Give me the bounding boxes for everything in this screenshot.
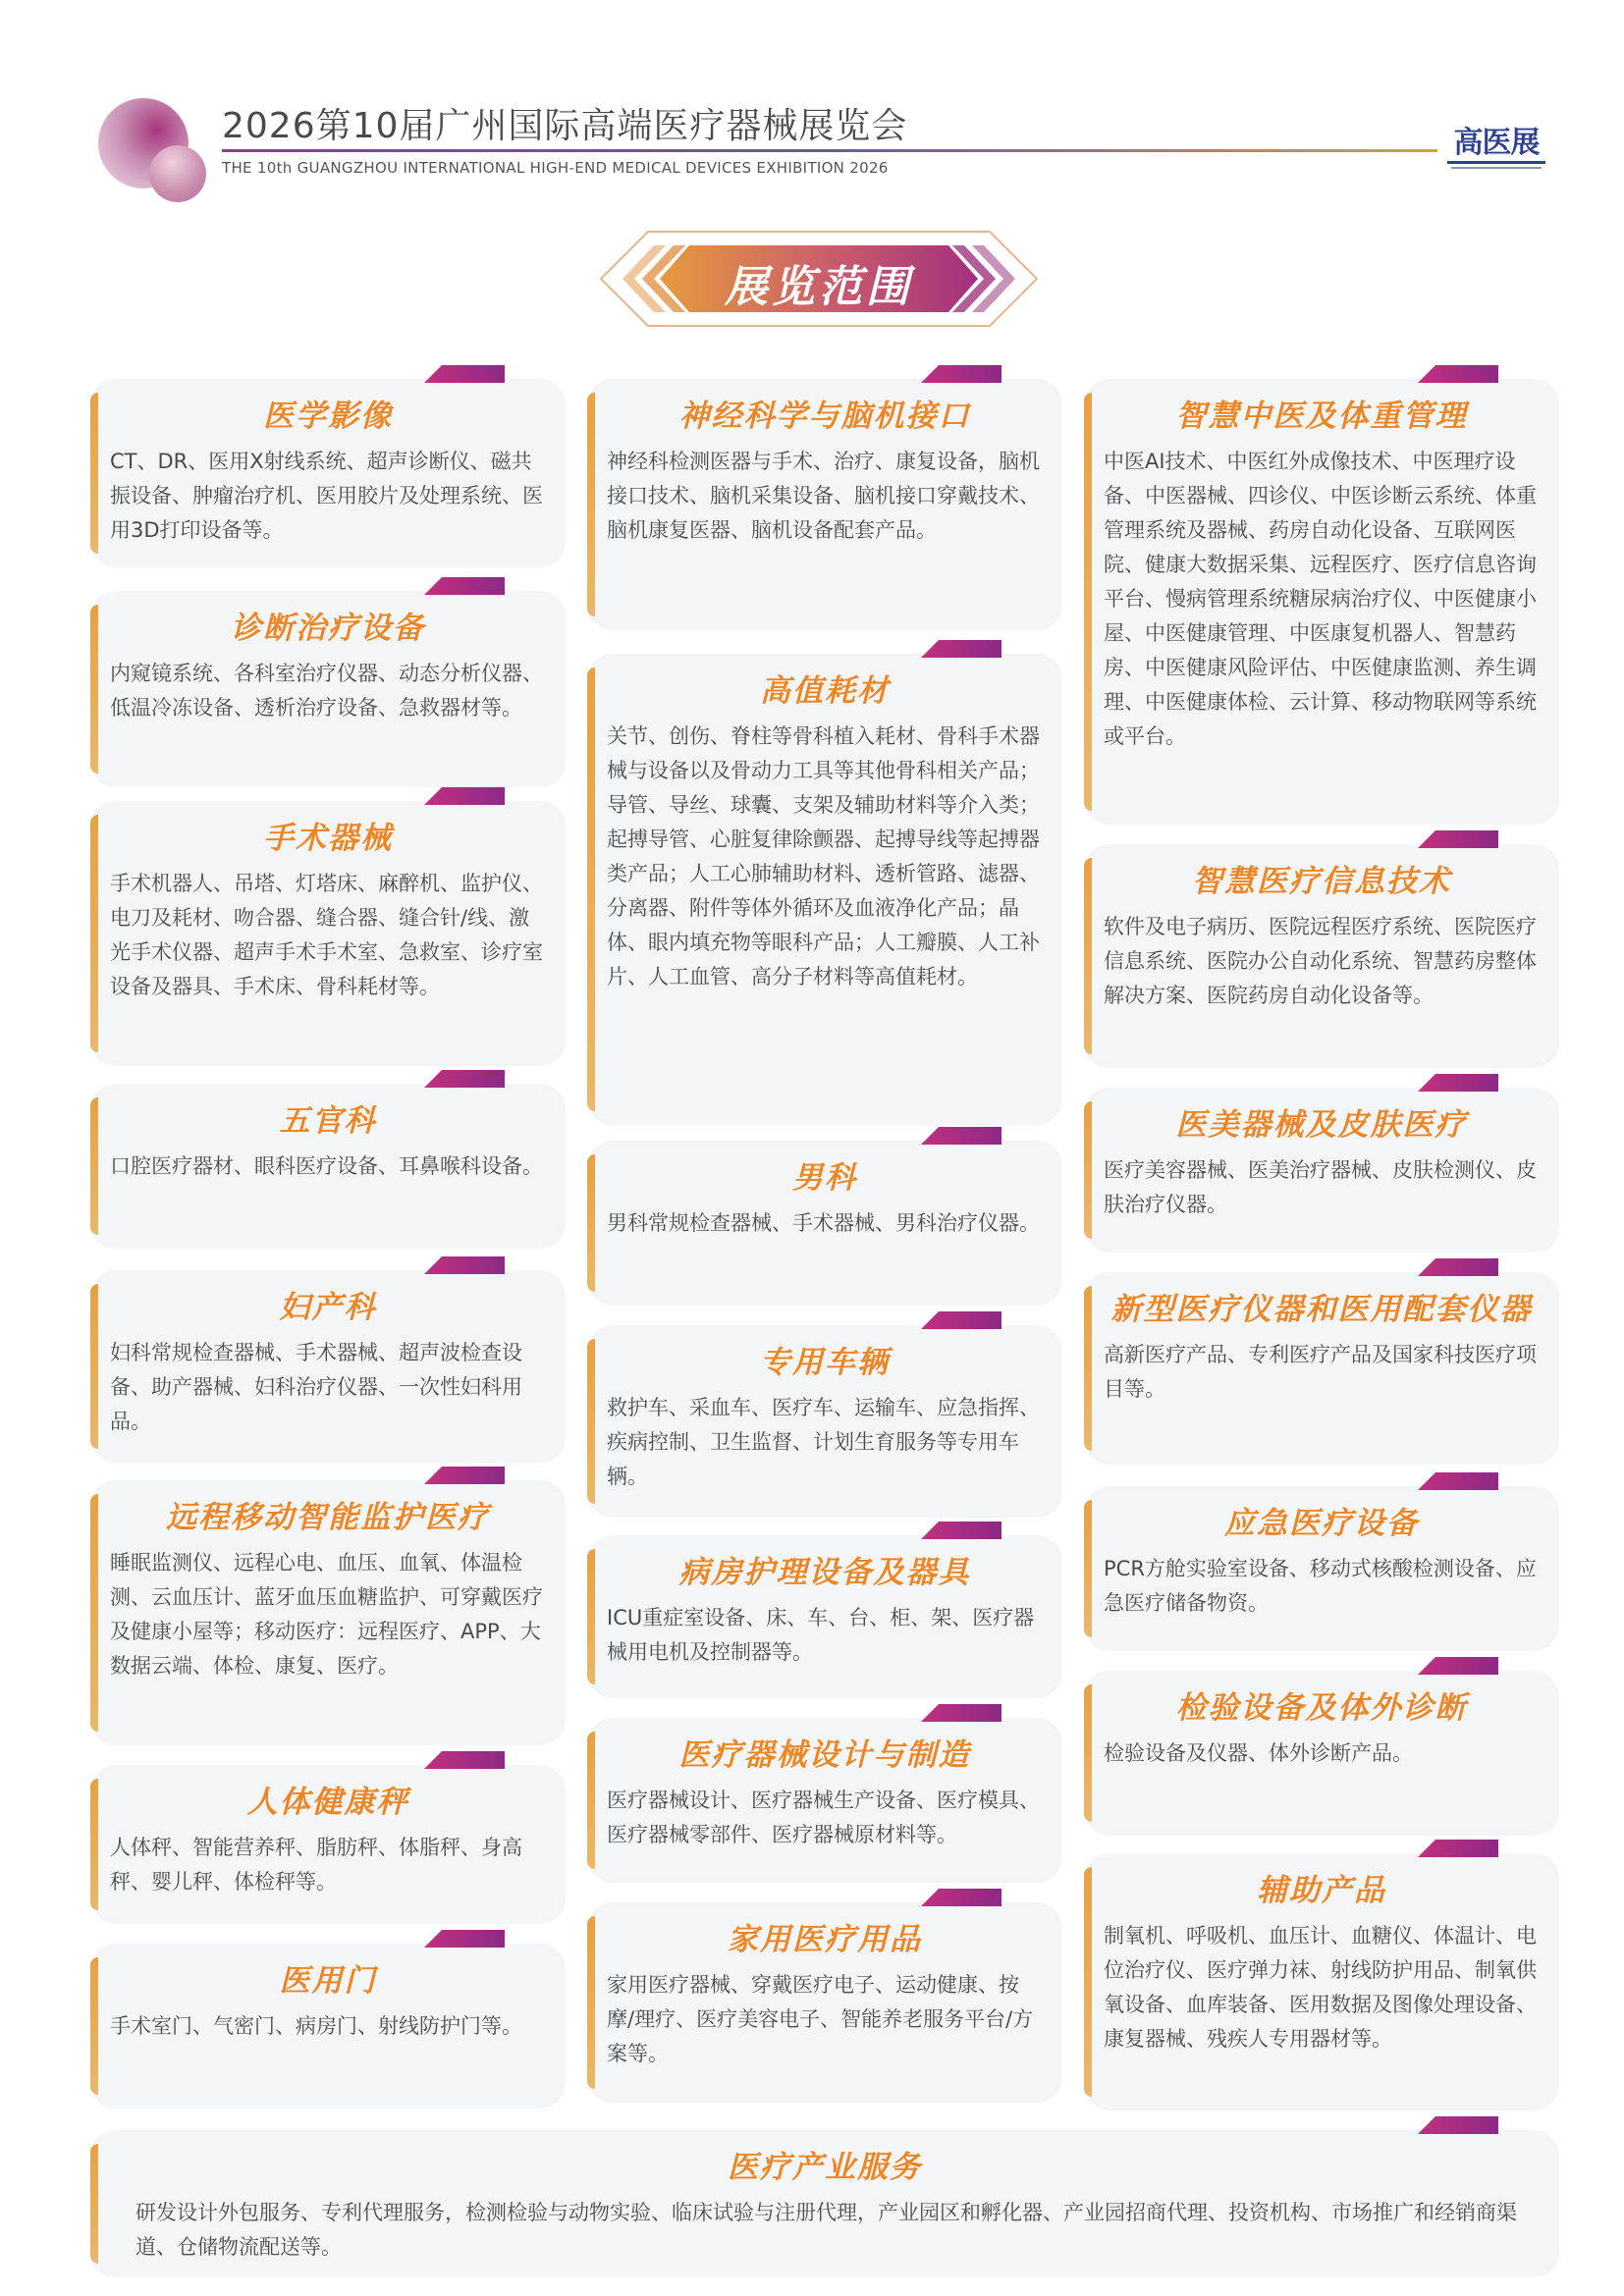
category-description: 人体秤、智能营养秤、脂肪秤、体脂秤、身高秤、婴儿秤、体检秤等。 [110,1836,522,1894]
card-corner-tab-icon [921,1522,1001,1539]
category-card [1084,1088,1559,1253]
category-card [90,1765,566,1924]
card-corner-tab-icon [424,787,505,805]
category-description: 软件及电子病历、医院远程医疗系统、医院医疗信息系统、医院办公自动化系统、智慧药房整体解决方案、医院药房自动化设备等。 [1104,915,1537,1007]
category-title: 医用门 [279,1963,377,1999]
category-card [587,379,1062,630]
category-description: CT、DR、医用X射线系统、超声诊断仪、磁共振设备、肿瘤治疗机、医用胶片及处理系统、医用3D打印设备等。 [110,450,543,542]
category-card [90,1480,566,1745]
card-corner-tab-icon [1418,1258,1498,1276]
category-description: 高新医疗产品、专利医疗产品及国家科技医疗项目等。 [1104,1343,1537,1401]
category-description: 男科常规检查器械、手术器械、男科治疗仪器。 [607,1211,1040,1235]
card-corner-tab-icon [921,1127,1001,1145]
category-title: 远程移动智能监护医疗 [166,1500,490,1535]
category-title: 智慧中医及体重管理 [1175,399,1468,434]
category-title: 手术器械 [263,821,393,856]
category-title: 病房护理设备及器具 [678,1555,971,1590]
category-description: 口腔医疗器材、眼科医疗设备、耳鼻喉科设备。 [110,1154,543,1178]
card-corner-tab-icon [424,1467,505,1484]
header-divider [222,149,1437,152]
header-subtitle: THE 10th GUANGZHOU INTERNATIONAL HIGH-END MEDICAL DEVICES EXHIBITION 2026 [222,159,889,177]
category-description: 研发设计外包服务、专利代理服务，检测检验与动物实验、临床试验与注册代理，产业园区和孵化器、产业园招商代理、投资机构、市场推广和经销商渠道、仓储物流配送等。 [135,2201,1517,2259]
category-card [587,654,1062,1125]
card-corner-tab-icon [921,1704,1001,1722]
card-corner-tab-icon [424,577,505,595]
category-title: 男科 [792,1160,857,1196]
category-card [1084,1671,1559,1836]
category-description: 救护车、采血车、医疗车、运输车、应急指挥、疾病控制、卫生监督、计划生育服务等专用车辆。 [607,1396,1040,1488]
category-title: 五官科 [279,1103,377,1139]
card-corner-tab-icon [1418,365,1498,383]
category-title: 高值耗材 [760,673,890,709]
category-description: 检验设备及仪器、体外诊断产品。 [1104,1741,1413,1765]
category-title: 诊断治疗设备 [231,611,425,646]
logo-underline [1447,161,1545,164]
card-corner-tab-icon [424,365,505,383]
card-corner-tab-icon [424,1256,505,1274]
category-title: 应急医疗设备 [1224,1506,1419,1541]
category-card [1084,379,1559,825]
category-title: 神经科学与脑机接口 [678,399,971,434]
category-description: 医疗器械设计、医疗器械生产设备、医疗模具、医疗器械零部件、医疗器械原材料等。 [607,1789,1040,1846]
logo-tagline-bar [1451,167,1542,169]
category-title: 人体健康秤 [246,1785,409,1820]
category-title: 医学影像 [263,399,393,434]
category-description: 中医AI技术、中医红外成像技术、中医理疗设备、中医器械、四诊仪、中医诊断云系统、体重管理系统及器械、药房自动化设备、互联网医院、健康大数据采集、远程医疗、医疗信息咨询平台、慢病管理系统糖尿病治疗仪、中医健康小屋、中医健康管理、中医康复机器人、智慧药房、中医健康风险评估、中医健康监测、养生调理、中医健康体检、云计算、移动物联网等系统或平台。 [1104,450,1537,748]
category-description: ICU重症室设备、床、车、台、柜、架、医疗器械用电机及控制器等。 [607,1606,1035,1664]
category-description: 医疗美容器械、医美治疗器械、皮肤检测仪、皮肤治疗仪器。 [1104,1158,1537,1216]
card-corner-tab-icon [424,1930,505,1948]
category-card [1084,1853,1559,2110]
card-corner-tab-icon [424,1070,505,1088]
category-title: 妇产科 [279,1290,377,1325]
category-description: PCR方舱实验室设备、移动式核酸检测设备、应急医疗储备物资。 [1104,1557,1537,1615]
exhibition-logo [1443,128,1549,173]
category-card [587,1325,1062,1518]
card-corner-tab-icon [1418,2116,1498,2134]
category-title: 医美器械及皮肤医疗 [1175,1107,1468,1143]
header-title: 2026第10届广州国际高端医疗器械展览会 [222,106,908,146]
category-title: 辅助产品 [1257,1873,1386,1908]
category-title: 医疗器械设计与制造 [678,1737,971,1773]
category-title: 智慧医疗信息技术 [1192,864,1451,899]
category-description: 制氧机、呼吸机、血压计、血糖仪、体温计、电位治疗仪、医疗弹力袜、射线防护用品、制氧供氧设备、血库装备、医用数据及图像处理设备、康复器械、残疾人专用器材等。 [1104,1924,1537,2051]
card-corner-tab-icon [1418,1657,1498,1675]
card-corner-tab-icon [1418,830,1498,848]
category-card [587,1141,1062,1306]
category-card [90,1944,566,2109]
section-banner [593,228,1045,330]
category-card [90,2130,1559,2277]
category-title: 新型医疗仪器和医用配套仪器 [1110,1292,1533,1327]
category-card [90,591,566,787]
category-description: 手术机器人、吊塔、灯塔床、麻醉机、监护仪、电刀及耗材、吻合器、缝合器、缝合针/线、激光手术仪器、超声手术手术室、急救室、诊疗室设备及器具、手术床、骨科耗材等。 [110,872,543,998]
category-card [90,379,566,567]
category-card [587,1902,1062,2103]
category-description: 关节、创伤、脊柱等骨科植入耗材、骨科手术器械与设备以及骨动力工具等其他骨科相关产品；导管、导丝、球囊、支架及辅助材料等介入类；起搏导管、心脏复律除颤器、起搏导线等起搏器类产品；人工心肺辅助材料、透析管路、滤器、分离器、附件等体外循环及血液净化产品；晶体、眼内填充物等眼科产品；人工瓣膜、人工补片、人工血管、高分子材料等高值耗材。 [607,724,1040,988]
card-corner-tab-icon [1418,1840,1498,1857]
category-description: 妇科常规检查器械、手术器械、超声波检查设备、助产器械、妇科治疗仪器、一次性妇科用品。 [110,1341,522,1433]
category-description: 内窥镜系统、各科室治疗仪器、动态分析仪器、低温冷冻设备、透析治疗设备、急救器材等。 [110,662,543,720]
card-corner-tab-icon [921,1311,1001,1329]
category-description: 家用医疗器械、穿戴医疗电子、运动健康、按摩/理疗、医疗美容电子、智能养老服务平台/方案等。 [607,1973,1034,2065]
card-corner-tab-icon [921,365,1001,383]
category-card [587,1535,1062,1698]
category-title: 家用医疗用品 [728,1922,922,1957]
card-corner-tab-icon [424,1751,505,1769]
card-corner-tab-icon [921,1889,1001,1906]
category-title: 专用车辆 [760,1345,890,1380]
category-card [90,801,566,1066]
banner-title: 展览范围 [725,262,913,312]
logo-text: 高医展 [1453,126,1540,160]
category-card [587,1718,1062,1883]
category-title: 医疗产业服务 [728,2150,922,2185]
category-card [1084,1486,1559,1651]
category-card [1084,844,1559,1068]
category-card [1084,1272,1559,1465]
category-card [90,1084,566,1249]
category-description: 手术室门、气密门、病房门、射线防护门等。 [110,2014,522,2038]
category-title: 检验设备及体外诊断 [1175,1690,1468,1726]
card-corner-tab-icon [921,640,1001,658]
category-description: 神经科检测医器与手术、治疗、康复设备，脑机接口技术、脑机采集设备、脑机接口穿戴技术、脑机康复医器、脑机设备配套产品。 [607,450,1040,542]
card-corner-tab-icon [1418,1074,1498,1092]
category-description: 睡眠监测仪、远程心电、血压、血氧、体温检测、云血压计、蓝牙血压血糖监护、可穿戴医疗及健康小屋等；移动医疗：远程医疗、APP、大数据云端、体检、康复、医疗。 [110,1551,543,1678]
card-corner-tab-icon [1418,1472,1498,1490]
category-card [90,1270,566,1463]
header-decor-circle-small [149,145,206,202]
